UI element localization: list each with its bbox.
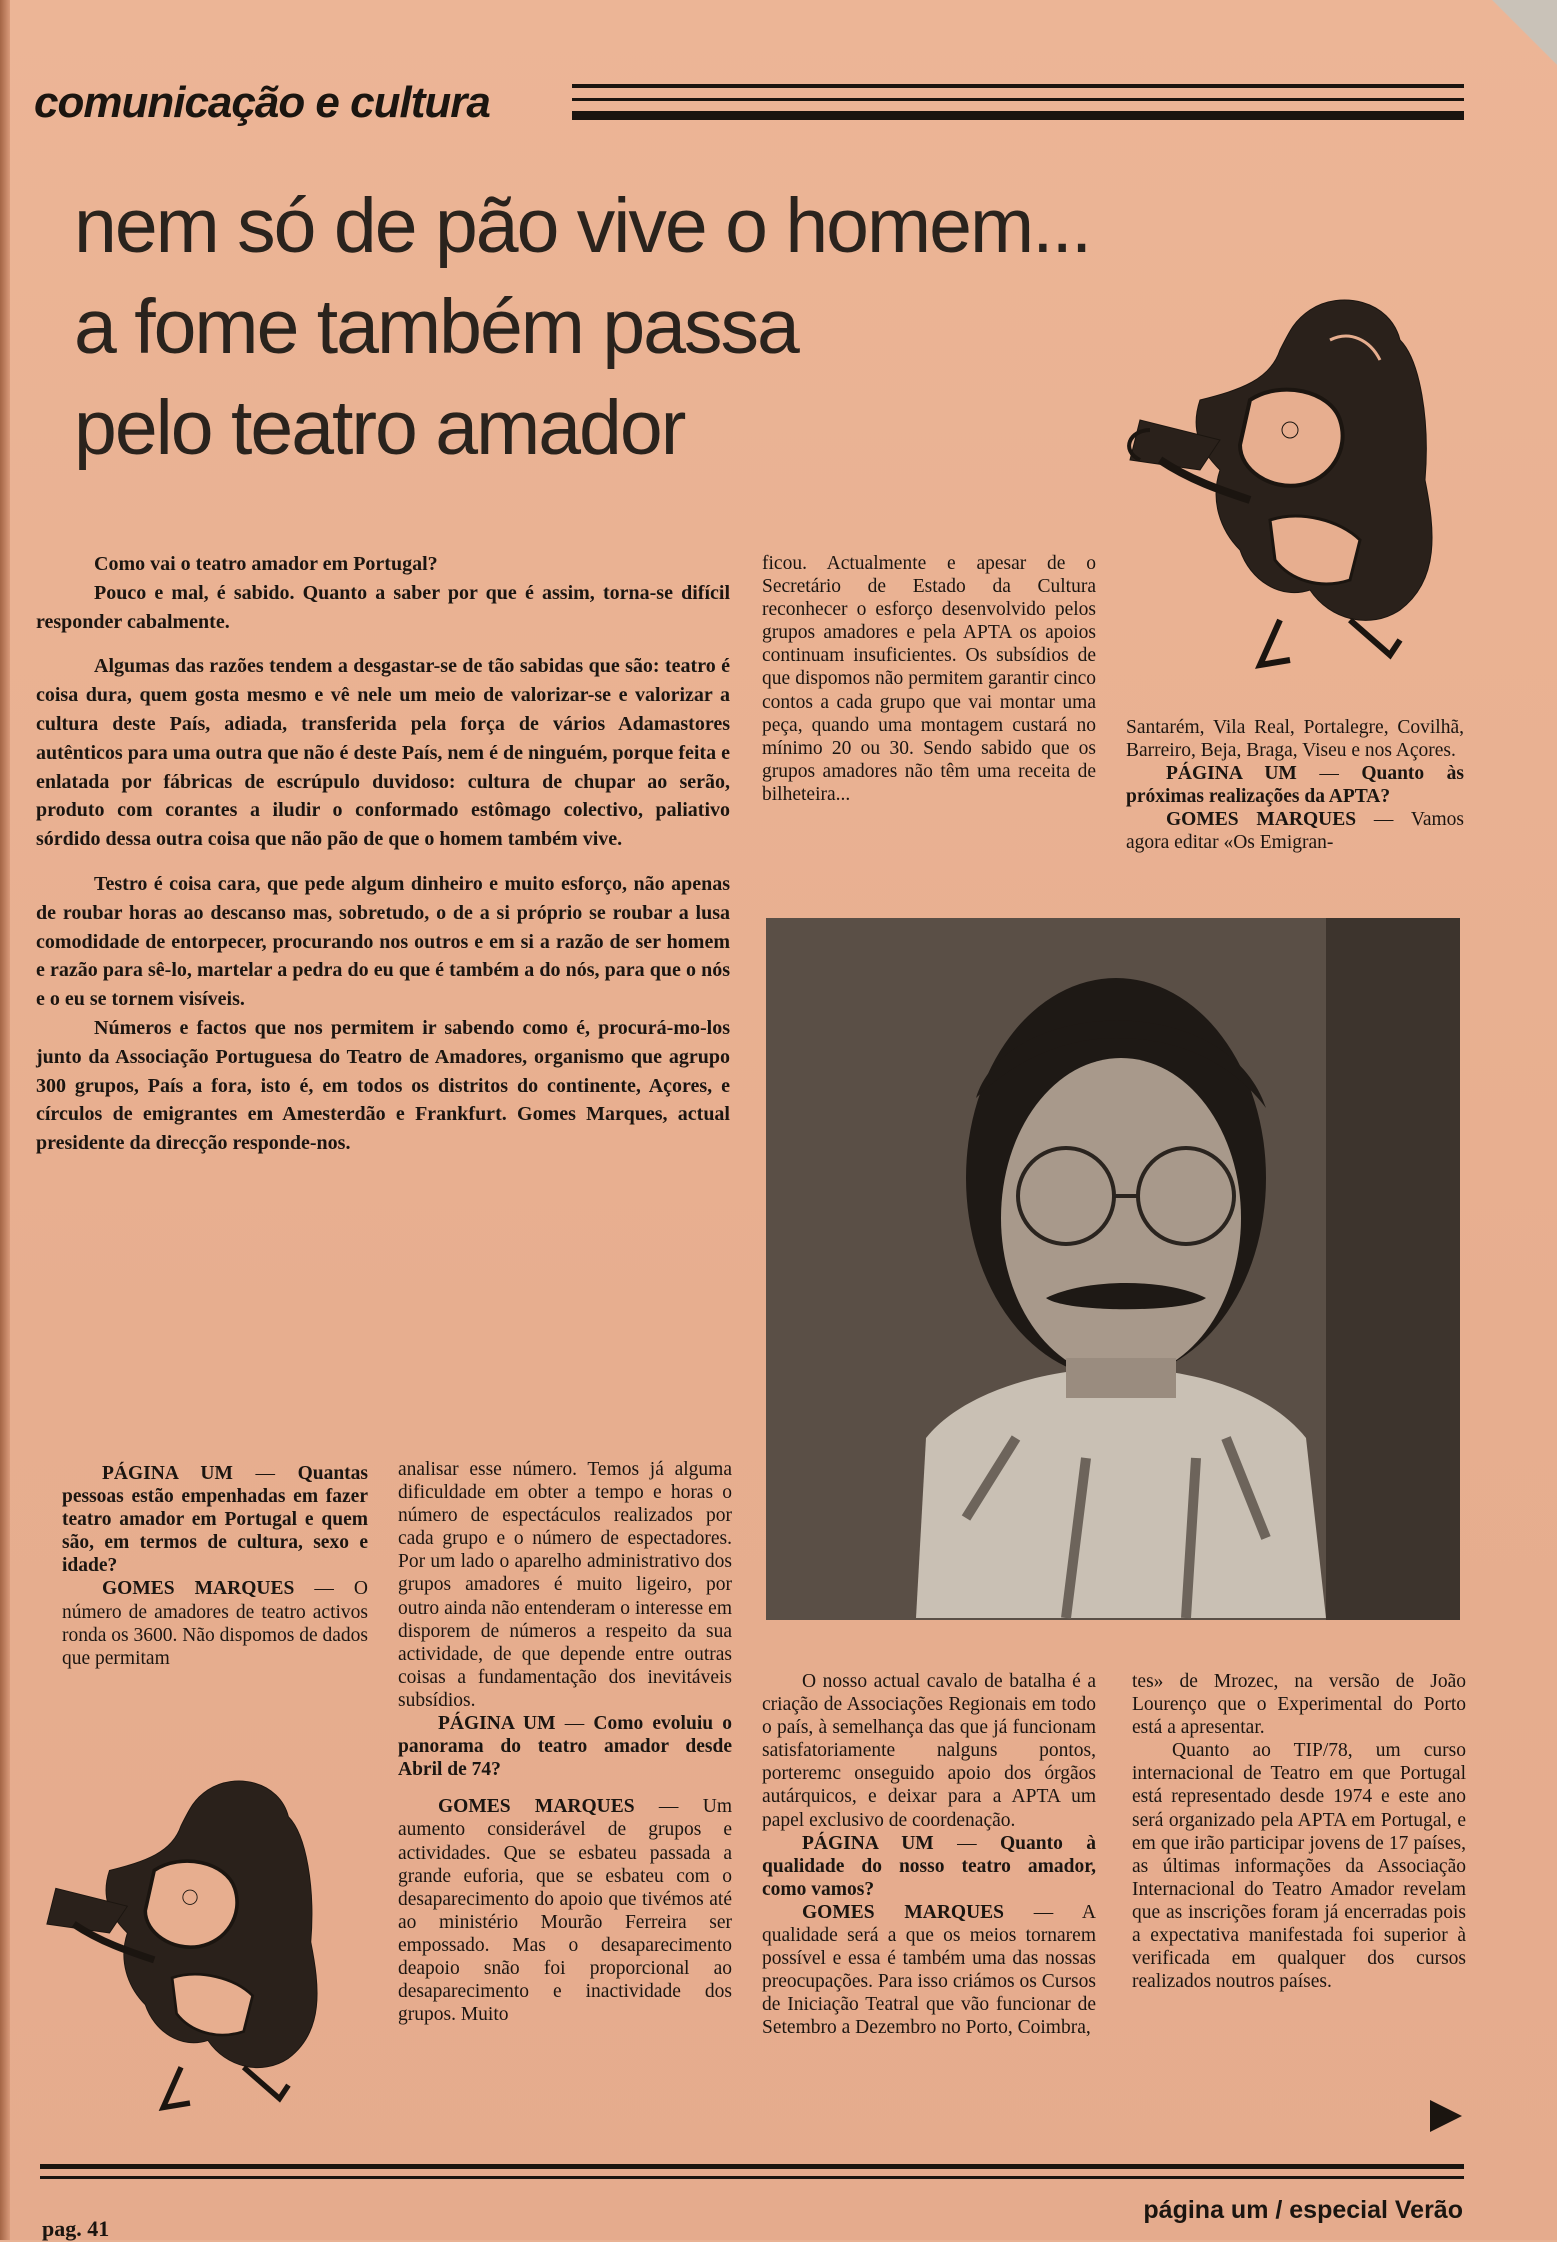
publication-brand: página um / especial Verão	[1143, 2196, 1463, 2224]
devil-illustration-top	[1100, 280, 1480, 680]
page-corner-fold	[1487, 0, 1557, 90]
headline	[74, 176, 1214, 479]
top-right-column: Santarém, Vila Real, Portalegre, Covilhã, Barreiro, Beja, Braga, Viseu e nos Açores. PÁGINA UM — Quanto às próximas realizações da APTA? GOMES MARQUES — Vamos agora editar «Os Emigran-	[1126, 717, 1464, 854]
intro-column	[36, 550, 730, 1158]
headline-line-2: a fome também passa	[74, 284, 798, 370]
headline-line-3: pelo teatro amador	[74, 385, 685, 471]
interviewer-label: PÁGINA UM	[1166, 763, 1297, 785]
body-paragraph: analisar esse número. Temos já alguma dificuldade em obter a tempo e horas o número de espectáculos realizados por cada grupo e o número de espectadores. Por um lado o aparelho administrativo dos grupos amadores é muito ligeiro, por outro ainda não entenderam o interesse em disporem de números a respeito da sua actividade, de que depende entre outras coisas a fundamentação dos inevitáveis subsídios.	[398, 1459, 732, 1711]
footer-rule-top	[40, 2164, 1464, 2169]
interviewer-label: PÁGINA UM	[802, 1832, 934, 1854]
speaker-label: GOMES MARQUES	[438, 1796, 635, 1818]
header-rule-thick	[572, 111, 1464, 120]
question-text: Quanto às próximas realizações da APTA?	[1126, 763, 1464, 808]
header-rule-mid	[572, 98, 1464, 101]
intro-paragraph: Pouco e mal, é sabido. Quanto a saber por que é assim, torna-se difícil responder cabalmente.	[36, 581, 730, 633]
answer-text: O número de amadores de teatro activos ronda os 3600. Não dispomos de dados que permitam	[62, 1578, 369, 1669]
body-paragraph: O nosso actual cavalo de batalha é a criação de Associações Regionais em todo o país, à semelhança das que já funcionam satisfatoriamente nalguns pontos, porteremc onseguido apoio dos órgãos autárquicos, e deixar para a APTA um papel exclusivo de coordenação.	[762, 1671, 1096, 1831]
question-text: Quanto à qualidade do nosso teatro amador, como vamos?	[762, 1832, 1096, 1900]
portrait-figure	[766, 918, 1460, 1620]
page-binding-edge	[0, 0, 10, 2240]
intro-paragraph: Algumas das razões tendem a desgastar-se de tão sabidas que são: teatro é coisa dura, quem gosta mesmo e vê nele um meio de valorizar-se e valorizar a cultura deste País, adiada, transferida pela força de vários Adamastores autênticos para uma outra que não é deste País, nem é de ninguém, porque feita e enlatada por fábricas de escrúpulo duvidoso: cultura de chupar ao serão, produto com corantes a iludir o conformado estômago colectivo, paliativo sórdido dessa outra coisa que não pão de que o homem também vive.	[36, 655, 730, 851]
speaker-label: GOMES MARQUES	[1166, 809, 1357, 831]
header-rule-thin	[572, 84, 1464, 88]
intro-paragraph: Testro é coisa cara, que pede algum dinheiro e muito esforço, não apenas de roubar horas ao descanso mas, sobretudo, o de a si próprio se roubar a lusa comodidade de entorpecer, procurando nos outros e em si a razão de ser homem e razão para sê-lo, martelar a pedra do eu que é também a do nós, para que o nós e o eu se tornem visíveis.	[36, 872, 730, 1011]
question-text: Quantas pessoas estão empenhadas em fazer teatro amador em Portugal e quem são, em termos de cultura, sexo e idade?	[62, 1463, 369, 1577]
bottom-column-4	[1132, 1670, 1466, 1993]
continue-arrow-icon	[1428, 2098, 1464, 2134]
answer-text: A qualidade será a que os meios tornarem possível e essa é também uma das nossas preocupações. Para isso criámos os Cursos de Iniciação Teatral que vão funcionar de Setembro a Dezembro no Porto, Coimbra,	[762, 1901, 1096, 2039]
body-paragraph: Quanto ao TIP/78, um curso internacional de Teatro em que Portugal está representado desde 1974 e este ano será organizado pela APTA em Portugal, e em que irão participar jovens de 17 países, as últimas informações da Associação Internacional do Teatro Amador revelam que as inscrições foram já encerradas pois a expectativa manifestada foi superior à verificada em qualquer dos cursos realizados noutros países.	[1132, 1740, 1466, 1993]
intro-paragraph: Como vai o teatro amador em Portugal?	[94, 553, 438, 575]
page-number: pag. 41	[42, 2216, 110, 2241]
body-paragraph: tes» de Mrozec, na versão de João Lourenço que o Experimental do Porto está a apresentar.	[1132, 1671, 1466, 1739]
speaker-label: GOMES MARQUES	[802, 1901, 1004, 1923]
footer-rule-bottom	[40, 2176, 1464, 2179]
answer-text: Um aumento considerável de grupos e actividades. Que se esbateu passada a grande euforia, que se esbateu com o desaparecimento do apoio que tivémos até ao ministério Mourão Ferreira ser empossado. Mas o desaparecimento deapoio snão foi proporcional ao desaparecimento e inactividade dos grupos. Muito	[398, 1796, 732, 2026]
interviewer-label: PÁGINA UM	[102, 1463, 233, 1484]
question-text: Como evoluiu o panorama do teatro amador desde Abril de 74?	[398, 1713, 733, 1781]
body-paragraph: Santarém, Vila Real, Portalegre, Covilhã, Barreiro, Beja, Braga, Viseu e nos Açores.	[1126, 717, 1464, 762]
body-paragraph: ficou. Actualmente e apesar de o Secretário de Estado da Cultura reconhecer o esforço desenvolvido pelos grupos amadores e pela APTA os apoios continuam insuficientes. Os subsídios de que dispomos não permitem garantir cinco contos a cada grupo que vai montar uma peça, quando uma montagem custará no mínimo 20 ou 30. Sendo sabido que os grupos amadores não têm uma receita de bilheteira...	[762, 553, 1096, 805]
bottom-column-1: PÁGINA UM — Quantas pessoas estão empenhadas em fazer teatro amador em Portugal e quem são, em termos de cultura, sexo e idade? GOMES MARQUES — O número de amadores de teatro activos ronda os 3600. Não dispomos de dados que permitam	[62, 1463, 369, 1669]
headline-line-1: nem só de pão vive o homem...	[74, 183, 1091, 269]
answer-text: Vamos agora editar «Os Emigran-	[1126, 809, 1464, 854]
bottom-column-3: O nosso actual cavalo de batalha é a criação de Associações Regionais em todo o país, à semelhança das que já funcionam satisfatoriamente nalguns pontos, porteremc onseguido apoio dos órgãos autárquicos, e deixar para a APTA um papel exclusivo de coordenação. PÁGINA UM — Quanto à qualidade do nosso teatro amador, como vamos? GOMES MARQUES — A qualidade será a que os meios tornarem possível e essa é também uma das nossas preocupações. Para isso criámos os Cursos de Iniciação Teatral que vão funcionar de Setembro a Dezembro no Porto, Coimbra,	[762, 1671, 1096, 2039]
speaker-label: GOMES MARQUES	[102, 1578, 295, 1600]
intro-paragraph: Números e factos que nos permitem ir sabendo como é, procurá-mo-los junto da Associação Portuguesa do Teatro de Amadores, organismo que agrupo 300 grupos, País a fora, isto é, em todos os distritos do continente, Açores, e círculos de emigrantes em Amesterdão e Frankfurt. Gomes Marques, actual presidente da direcção responde-nos.	[36, 1016, 730, 1155]
interviewer-label: PÁGINA UM	[438, 1713, 556, 1735]
portrait-photo	[766, 918, 1460, 1620]
section-label: comunicação e cultura	[34, 78, 490, 127]
top-middle-column	[762, 552, 1096, 806]
devil-illustration-bottom	[20, 1752, 360, 2132]
bottom-column-2: analisar esse número. Temos já alguma dificuldade em obter a tempo e horas o número de espectáculos realizados por cada grupo e o número de espectadores. Por um lado o aparelho administrativo dos grupos amadores é muito ligeiro, por outro ainda não entenderam o interesse em disporem de números a respeito da sua actividade, de que depende entre outras coisas a fundamentação dos inevitáveis subsídios. PÁGINA UM — Como evoluiu o panorama do teatro amador desde Abril de 74? GOMES MARQUES — Um aumento considerável de grupos e actividades. Que se esbateu passada a grande euforia, que se esbateu com o desaparecimento do apoio que tivémos até ao ministério Mourão Ferreira ser empossado. Mas o desaparecimento deapoio snão foi proporcional ao desaparecimento e inactividade dos grupos. Muito	[398, 1459, 733, 2026]
